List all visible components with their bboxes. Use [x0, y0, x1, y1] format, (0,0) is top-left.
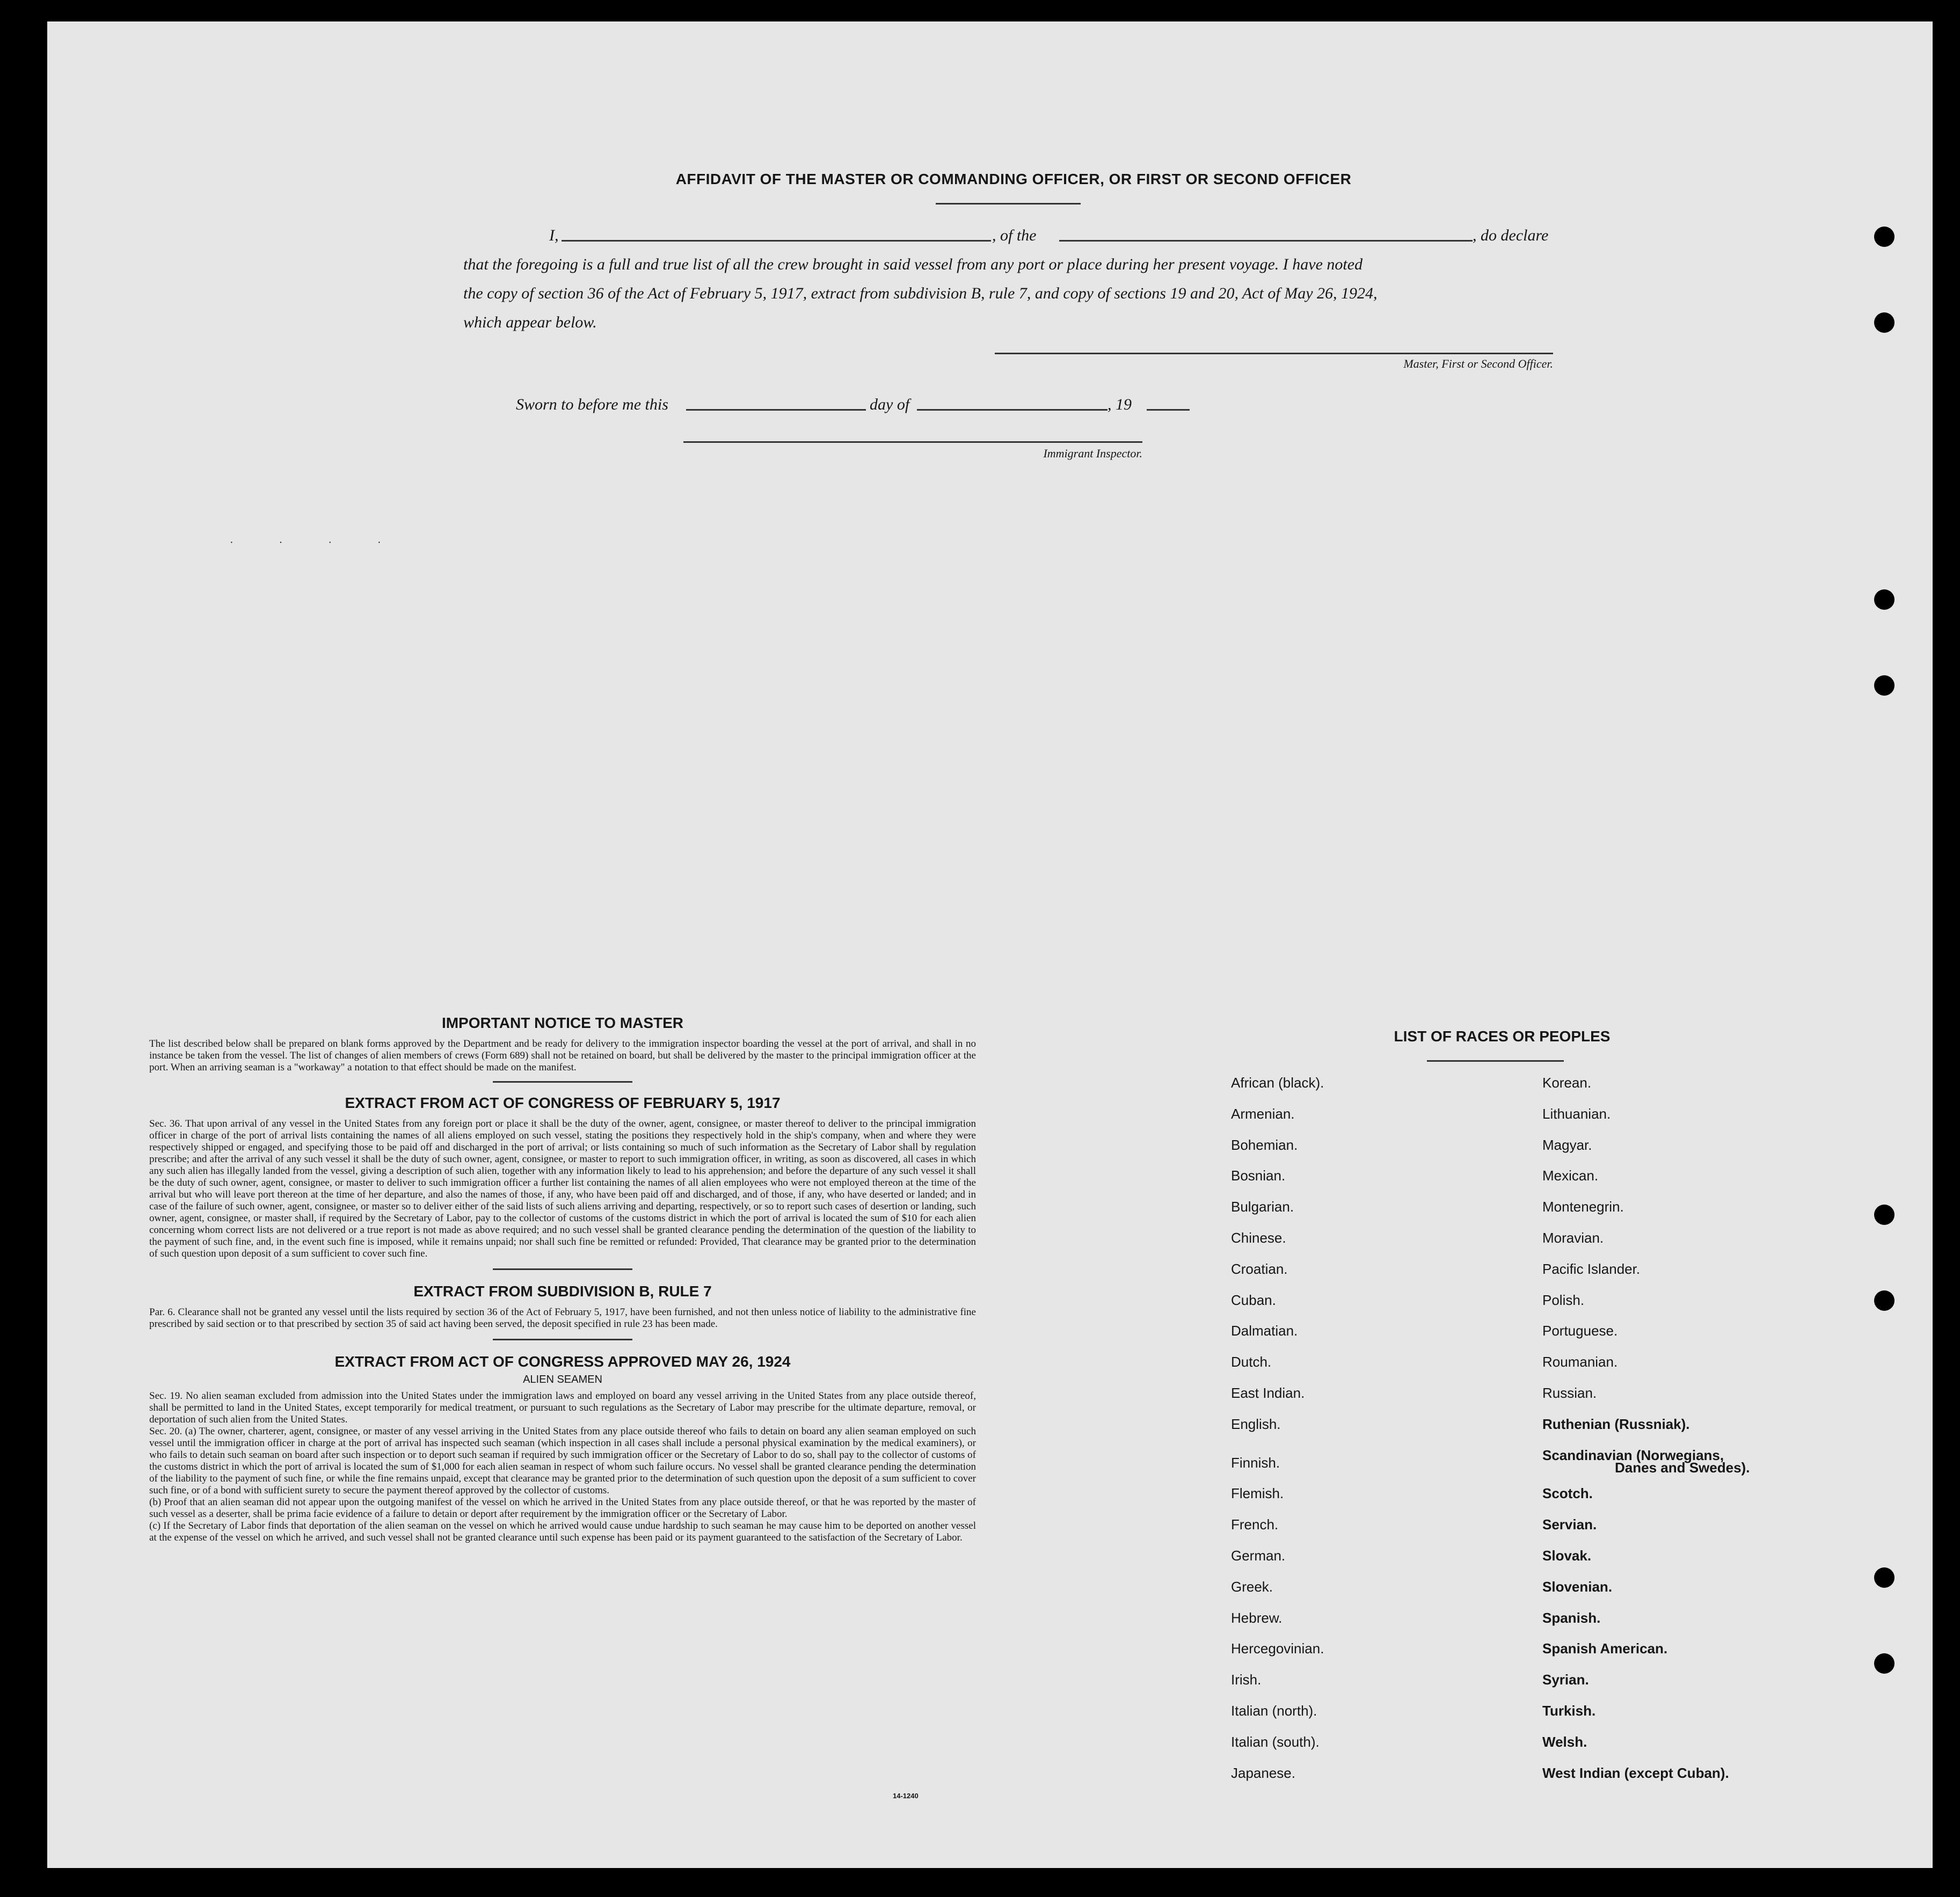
race-left-item: Flemish.	[1231, 1485, 1284, 1502]
extract-rule7-text: Par. 6. Clearance shall not be granted any vessel until the lists required by section 36 of the Act of February 5, 1917, have been furnished, and not then unless notice of liability to the administrative fine prescribed by said section or to that prescribed by section 35 of said act having been served, the deposit specified in rule 23 has been made.	[149, 1307, 976, 1330]
extract-1924-subtitle: ALIEN SEAMEN	[523, 1374, 602, 1385]
notices-column	[149, 1015, 976, 1544]
affidavit-section	[47, 21, 1933, 505]
race-right-item: Magyar.	[1542, 1136, 1592, 1153]
race-right-item: Slovenian.	[1542, 1578, 1613, 1595]
race-left-item: Bohemian.	[1231, 1136, 1298, 1153]
sworn-year-line[interactable]	[1147, 409, 1190, 411]
race-right-item: Montenegrin.	[1542, 1199, 1624, 1215]
divider	[493, 1268, 632, 1270]
race-left-item: Finnish.	[1231, 1454, 1280, 1471]
extract-1917-text: Sec. 36. That upon arrival of any vessel in the United States from any foreign port or place it shall be the duty of the owner, agent, consignee, or master thereof to deliver to the principal immigration officer in charge of the port of arrival lists containing the names of all aliens employed on such vessel, stating the positions they respectively hold in the ship's company, when and where they were respectively shipped or engaged, and specifying those to be paid off and discharged in the port of arrival; or lists containing so much of such information as the Secretary of Labor shall by regulation prescribe; and after the arrival of any such vessel it shall be the duty of such owner, agent, consignee, or master to report to such immigration officer, in writing, as soon as discovered, all cases in which any such alien has illegally landed from the vessel, giving a description of such alien, together with any information likely to lead to his apprehension; and before the departure of any such vessel it shall be the duty of such owner, agent, consignee, or master to deliver to such immigration officer a further list containing the names of all alien employees who were not employed thereon at the time of the arrival but who will leave port thereon at the time of her departure, and also the names of those, if any, who have been paid off and discharged, and of those, if any, who have deserted or landed; and in case of the failure of such owner, agent, consignee, or master so to deliver either of the said lists of such aliens arriving and departing, respectively, or so to report such cases of desertion or landing, such owner, agent, consignee, or master shall, if required by the Secretary of Labor, pay to the collector of customs of the customs district in which the port of arrival is located the sum of $10 for each alien concerning whom correct lists are not delivered or a true report is not made as above required; and no such vessel shall be granted clearance pending the determination of the question of the liability to the payment of such fine, and, in the event such fine is imposed, while it remains unpaid; nor shall such fine be remitted or refunded: Provided, That clearance may be granted prior to the determination of such question upon deposit of a sum sufficient to cover such fine.	[149, 1118, 976, 1259]
extract-rule7-title: EXTRACT FROM SUBDIVISION B, RULE 7	[413, 1283, 712, 1300]
extract-1924-sec20b: (b) Proof that an alien seaman did not appear upon the outgoing manifest of the vessel on which he arrived in the United States from any place outside thereof, or that he was reported by the master of such vessel as a deserter, shall be prima facie evidence of a failure to detain or deport after requirement by the immigration officer or the Secretary of Labor.	[149, 1497, 976, 1520]
race-right-item: Roumanian.	[1542, 1354, 1618, 1370]
race-left-item: Dutch.	[1231, 1354, 1272, 1370]
binder-hole	[1874, 312, 1895, 333]
race-right-item: Welsh.	[1542, 1733, 1587, 1750]
i-label: I,	[549, 227, 559, 244]
race-left-item: Italian (north).	[1231, 1703, 1317, 1719]
vessel-field-line[interactable]	[1059, 240, 1473, 242]
race-right-item: Spanish American.	[1542, 1640, 1668, 1657]
binder-hole	[1874, 675, 1895, 696]
day-of-label: day of	[870, 396, 910, 413]
affidavit-line-4: which appear below.	[463, 313, 597, 331]
binder-hole	[1874, 589, 1895, 610]
race-left-item: German.	[1231, 1548, 1286, 1564]
affidavit-line-2: that the foregoing is a full and true list of all the crew brought in said vessel from any port or place during her present voyage. I have noted	[463, 256, 1363, 273]
binder-hole	[1874, 1653, 1895, 1674]
race-right-item: Syrian.	[1542, 1672, 1589, 1688]
race-right-item: Pacific Islander.	[1542, 1260, 1641, 1277]
race-left-item: Chinese.	[1231, 1230, 1286, 1246]
binder-hole	[1874, 1290, 1895, 1311]
binder-hole	[1874, 227, 1895, 247]
race-left-item: Cuban.	[1231, 1292, 1276, 1308]
race-right-item: Turkish.	[1542, 1703, 1596, 1719]
divider	[493, 1339, 632, 1340]
extract-1924-sec20a: Sec. 20. (a) The owner, charterer, agent, consignee, or master of any vessel arriving in the United States from any place outside thereof who fails to detain on board any alien seaman employed on such vessel until the immigration officer in charge at the port of arrival has inspected such seaman (which inspection in all cases shall include a personal physical examination by the medical examiners), or who fails to detain such seaman on board after such inspection or to deport such seaman if required by such immigration officer or the Secretary of Labor to do so, shall pay to the collector of customs of the customs district in which the port of arrival is located the sum of $1,000 for each alien seaman in respect of whom such failure occurs. No vessel shall be granted clearance pending the determination of the liability to the payment of such fine, or while the fine remains unpaid, except that clearance may be granted prior to the determination of such question upon the deposit of a sum sufficient to cover such fine, or of a bond with sufficient surety to secure the payment thereof approved by the collector of customs.	[149, 1426, 976, 1496]
signature-caption: Master, First or Second Officer.	[1403, 357, 1553, 370]
binder-hole	[1874, 1567, 1895, 1588]
race-right-item: West Indian (except Cuban).	[1542, 1764, 1729, 1781]
race-left-item: Irish.	[1231, 1672, 1262, 1688]
extract-1917-title: EXTRACT FROM ACT OF CONGRESS OF FEBRUARY 5, 1917	[345, 1095, 781, 1111]
race-right-item: Servian.	[1542, 1516, 1597, 1533]
inspector-signature-line[interactable]	[683, 441, 1142, 443]
race-left-item: Italian (south).	[1231, 1733, 1320, 1750]
race-left-item: Armenian.	[1231, 1105, 1295, 1122]
race-right-item: Moravian.	[1542, 1230, 1604, 1246]
race-right-item: Lithuanian.	[1542, 1105, 1611, 1122]
scan-specks: · · · ·	[230, 537, 403, 549]
do-declare-label: , do declare	[1473, 227, 1549, 244]
sworn-label: Sworn to before me this	[516, 396, 668, 413]
race-right-item: Korean.	[1542, 1075, 1592, 1091]
race-left-item: African (black).	[1231, 1075, 1324, 1091]
form-code: 14-1240	[893, 1792, 919, 1800]
race-right-item: Slovak.	[1542, 1548, 1592, 1564]
race-right-item: Portuguese.	[1542, 1323, 1618, 1339]
race-right-item: Polish.	[1542, 1292, 1585, 1308]
races-divider	[1427, 1060, 1564, 1062]
race-right-item: Spanish.	[1542, 1609, 1601, 1626]
of-the-label: , of the	[992, 227, 1037, 244]
notice-text: The list described below shall be prepared on blank forms approved by the Department and be ready for delivery to the immigration inspector boarding the vessel at the port of arrival, and shall in no instance be taken from the vessel. The list of changes of alien members of crews (Form 689) shall not be retained on board, but shall be delivered by the master to the principal immigration officer at the port. When an arriving seaman is a "workaway" a notation to that effect should be made on the manifest.	[149, 1038, 976, 1073]
name-field-line[interactable]	[562, 240, 991, 242]
notice-title: IMPORTANT NOTICE TO MASTER	[441, 1015, 684, 1031]
race-left-item: Dalmatian.	[1231, 1323, 1298, 1339]
race-left-item: French.	[1231, 1516, 1279, 1533]
extract-1924-title: EXTRACT FROM ACT OF CONGRESS APPROVED MAY 26, 1924	[334, 1353, 791, 1370]
extract-1924-sec20c: (c) If the Secretary of Labor finds that deportation of the alien seaman on the vessel on which he arrived would cause undue hardship to such seaman he may cause him to be deported on another vessel at the expense of the vessel on which he arrived, and such vessel shall not be granted clearance until such expense has been paid or its payment guaranteed to the satisfaction of the Secretary of Labor.	[149, 1520, 976, 1543]
race-left-item: Bosnian.	[1231, 1168, 1286, 1184]
race-right-extra: Danes and Swedes).	[1615, 1460, 1750, 1476]
sworn-day-line[interactable]	[686, 409, 866, 411]
race-left-item: Hercegovinian.	[1231, 1640, 1324, 1657]
race-right-item: Scotch.	[1542, 1485, 1593, 1502]
affidavit-title: AFFIDAVIT OF THE MASTER OR COMMANDING OFFICER, OR FIRST OR SECOND OFFICER	[675, 171, 1352, 187]
signature-line[interactable]	[995, 353, 1553, 354]
race-left-item: Greek.	[1231, 1578, 1273, 1595]
race-right-item: Russian.	[1542, 1385, 1597, 1401]
race-left-item: Hebrew.	[1231, 1609, 1283, 1626]
divider	[493, 1081, 632, 1083]
races-title: LIST OF RACES OR PEOPLES	[1394, 1028, 1611, 1045]
race-left-item: East Indian.	[1231, 1385, 1305, 1401]
race-left-item: Croatian.	[1231, 1260, 1288, 1277]
year-label: , 19	[1107, 396, 1132, 413]
race-right-item: Scandinavian (Norwegians,	[1542, 1447, 1724, 1463]
race-left-item: English.	[1231, 1416, 1281, 1432]
affidavit-line-3: the copy of section 36 of the Act of February 5, 1917, extract from subdivision B, rule 7, and copy of sections 19 and 20, Act of May 26, 1924,	[463, 284, 1378, 302]
race-right-item: Ruthenian (Russniak).	[1542, 1416, 1690, 1432]
race-left-item: Bulgarian.	[1231, 1199, 1294, 1215]
sworn-month-line[interactable]	[917, 409, 1107, 411]
race-left-item: Japanese.	[1231, 1764, 1295, 1781]
binder-hole	[1874, 1205, 1895, 1225]
race-right-item: Mexican.	[1542, 1168, 1599, 1184]
form-page	[47, 21, 1933, 1868]
inspector-caption: Immigrant Inspector.	[1043, 447, 1142, 460]
extract-1924-sec19: Sec. 19. No alien seaman excluded from admission into the United States under the immigration laws and employed on board any vessel arriving in the United States from any place outside thereof, shall be permitted to land in the United States, except temporarily for medical treatment, or pursuant to such regulations as the Secretary of Labor may prescribe for the ultimate departure, removal, or deportation of such alien from the United States.	[149, 1390, 976, 1425]
